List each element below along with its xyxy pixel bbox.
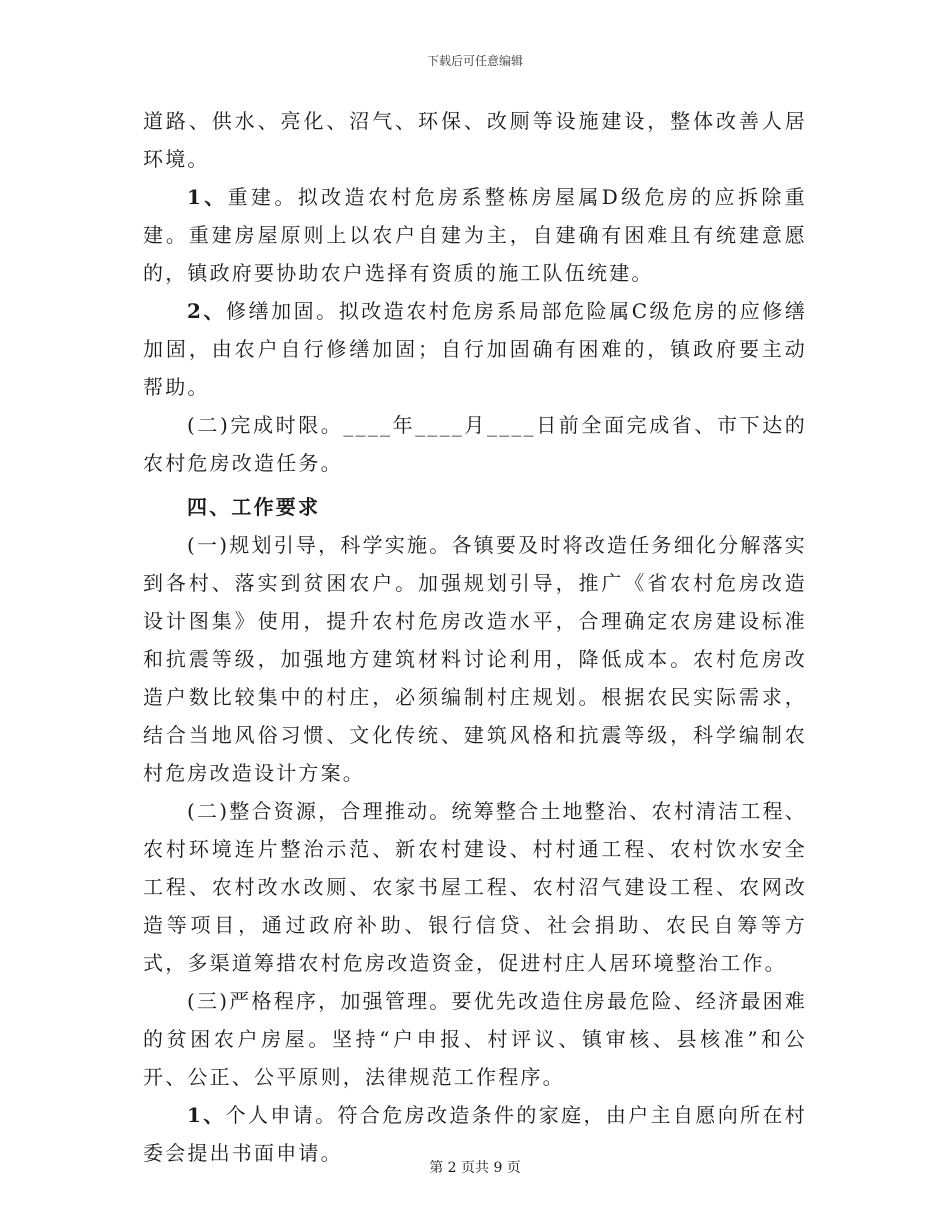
paragraph-repair (143, 292, 807, 406)
list-label: 1、 (187, 185, 228, 209)
paragraph-text: 重建。拟改造农村危房系整栋房屋属D级危房的应拆除重建。重建房屋原则上以农户自建为主，自建确有困难且有统建意愿的，镇政府要协助农户选择有资质的施工队伍统建。 (143, 185, 807, 285)
paragraph-resources (143, 792, 807, 982)
paragraph-text: (三)严格程序，加强管理。要优先改造住房最危险、经济最困难的贫困农户房屋。坚持“户申报、村评议、镇审核、县核准”和公开、公正、公平原则，法律规范工作程序。 (143, 989, 807, 1089)
document-body (143, 102, 807, 1172)
paragraph-rebuild (143, 178, 807, 292)
section-heading: 四、工作要求 (187, 495, 321, 519)
paragraph-text: 道路、供水、亮化、沼气、环保、改厕等设施建设，整体改善人居环境。 (143, 109, 807, 171)
page-number: 第 2 页共 9 页 (429, 1160, 521, 1176)
paragraph-text: (二)完成时限。____年____月____日前全面完成省、市下达的农村危房改造任务。 (143, 413, 807, 475)
paragraph-text: (一)规划引导，科学实施。各镇要及时将改造任务细化分解落实到各村、落实到贫困农户。加强规划引导，推广《省农村危房改造设计图集》使用，提升农村危房改造水平，合理确定农房建设标准和抗震等级，加强地方建筑材料讨论利用，降低成本。农村危房改造户数比较集中的村庄，必须编制村庄规划。根据农民实际需求，结合当地风俗习惯、文化传统、建筑风格和抗震等级，科学编制农村危房改造设计方案。 (143, 533, 807, 785)
paragraph-text: 修缮加固。拟改造农村危房系局部危险属C级危房的应修缮加固，由农户自行修缮加固；自行加固确有困难的，镇政府要主动帮助。 (143, 299, 807, 399)
list-label: 2、 (187, 299, 226, 323)
paragraph-text: 个人申请。符合危房改造条件的家庭，由户主自愿向所在村委会提出书面申请。 (143, 1103, 807, 1165)
page-header: 下载后可任意编辑 (426, 54, 523, 68)
paragraph-procedure (143, 982, 807, 1096)
paragraph-planning (143, 526, 807, 792)
list-label: 1、 (187, 1103, 226, 1127)
paragraph-deadline (143, 406, 807, 482)
paragraph-continuation (143, 102, 807, 178)
paragraph-text: (二)整合资源，合理推动。统筹整合土地整治、农村清洁工程、农村环境连片整治示范、新农村建设、村村通工程、农村饮水安全工程、农村改水改厕、农家书屋工程、农村沼气建设工程、农网改造等项目，通过政府补助、银行信贷、社会捐助、农民自筹等方式，多渠道筹措农村危房改造资金，促进村庄人居环境整治工作。 (143, 799, 807, 975)
